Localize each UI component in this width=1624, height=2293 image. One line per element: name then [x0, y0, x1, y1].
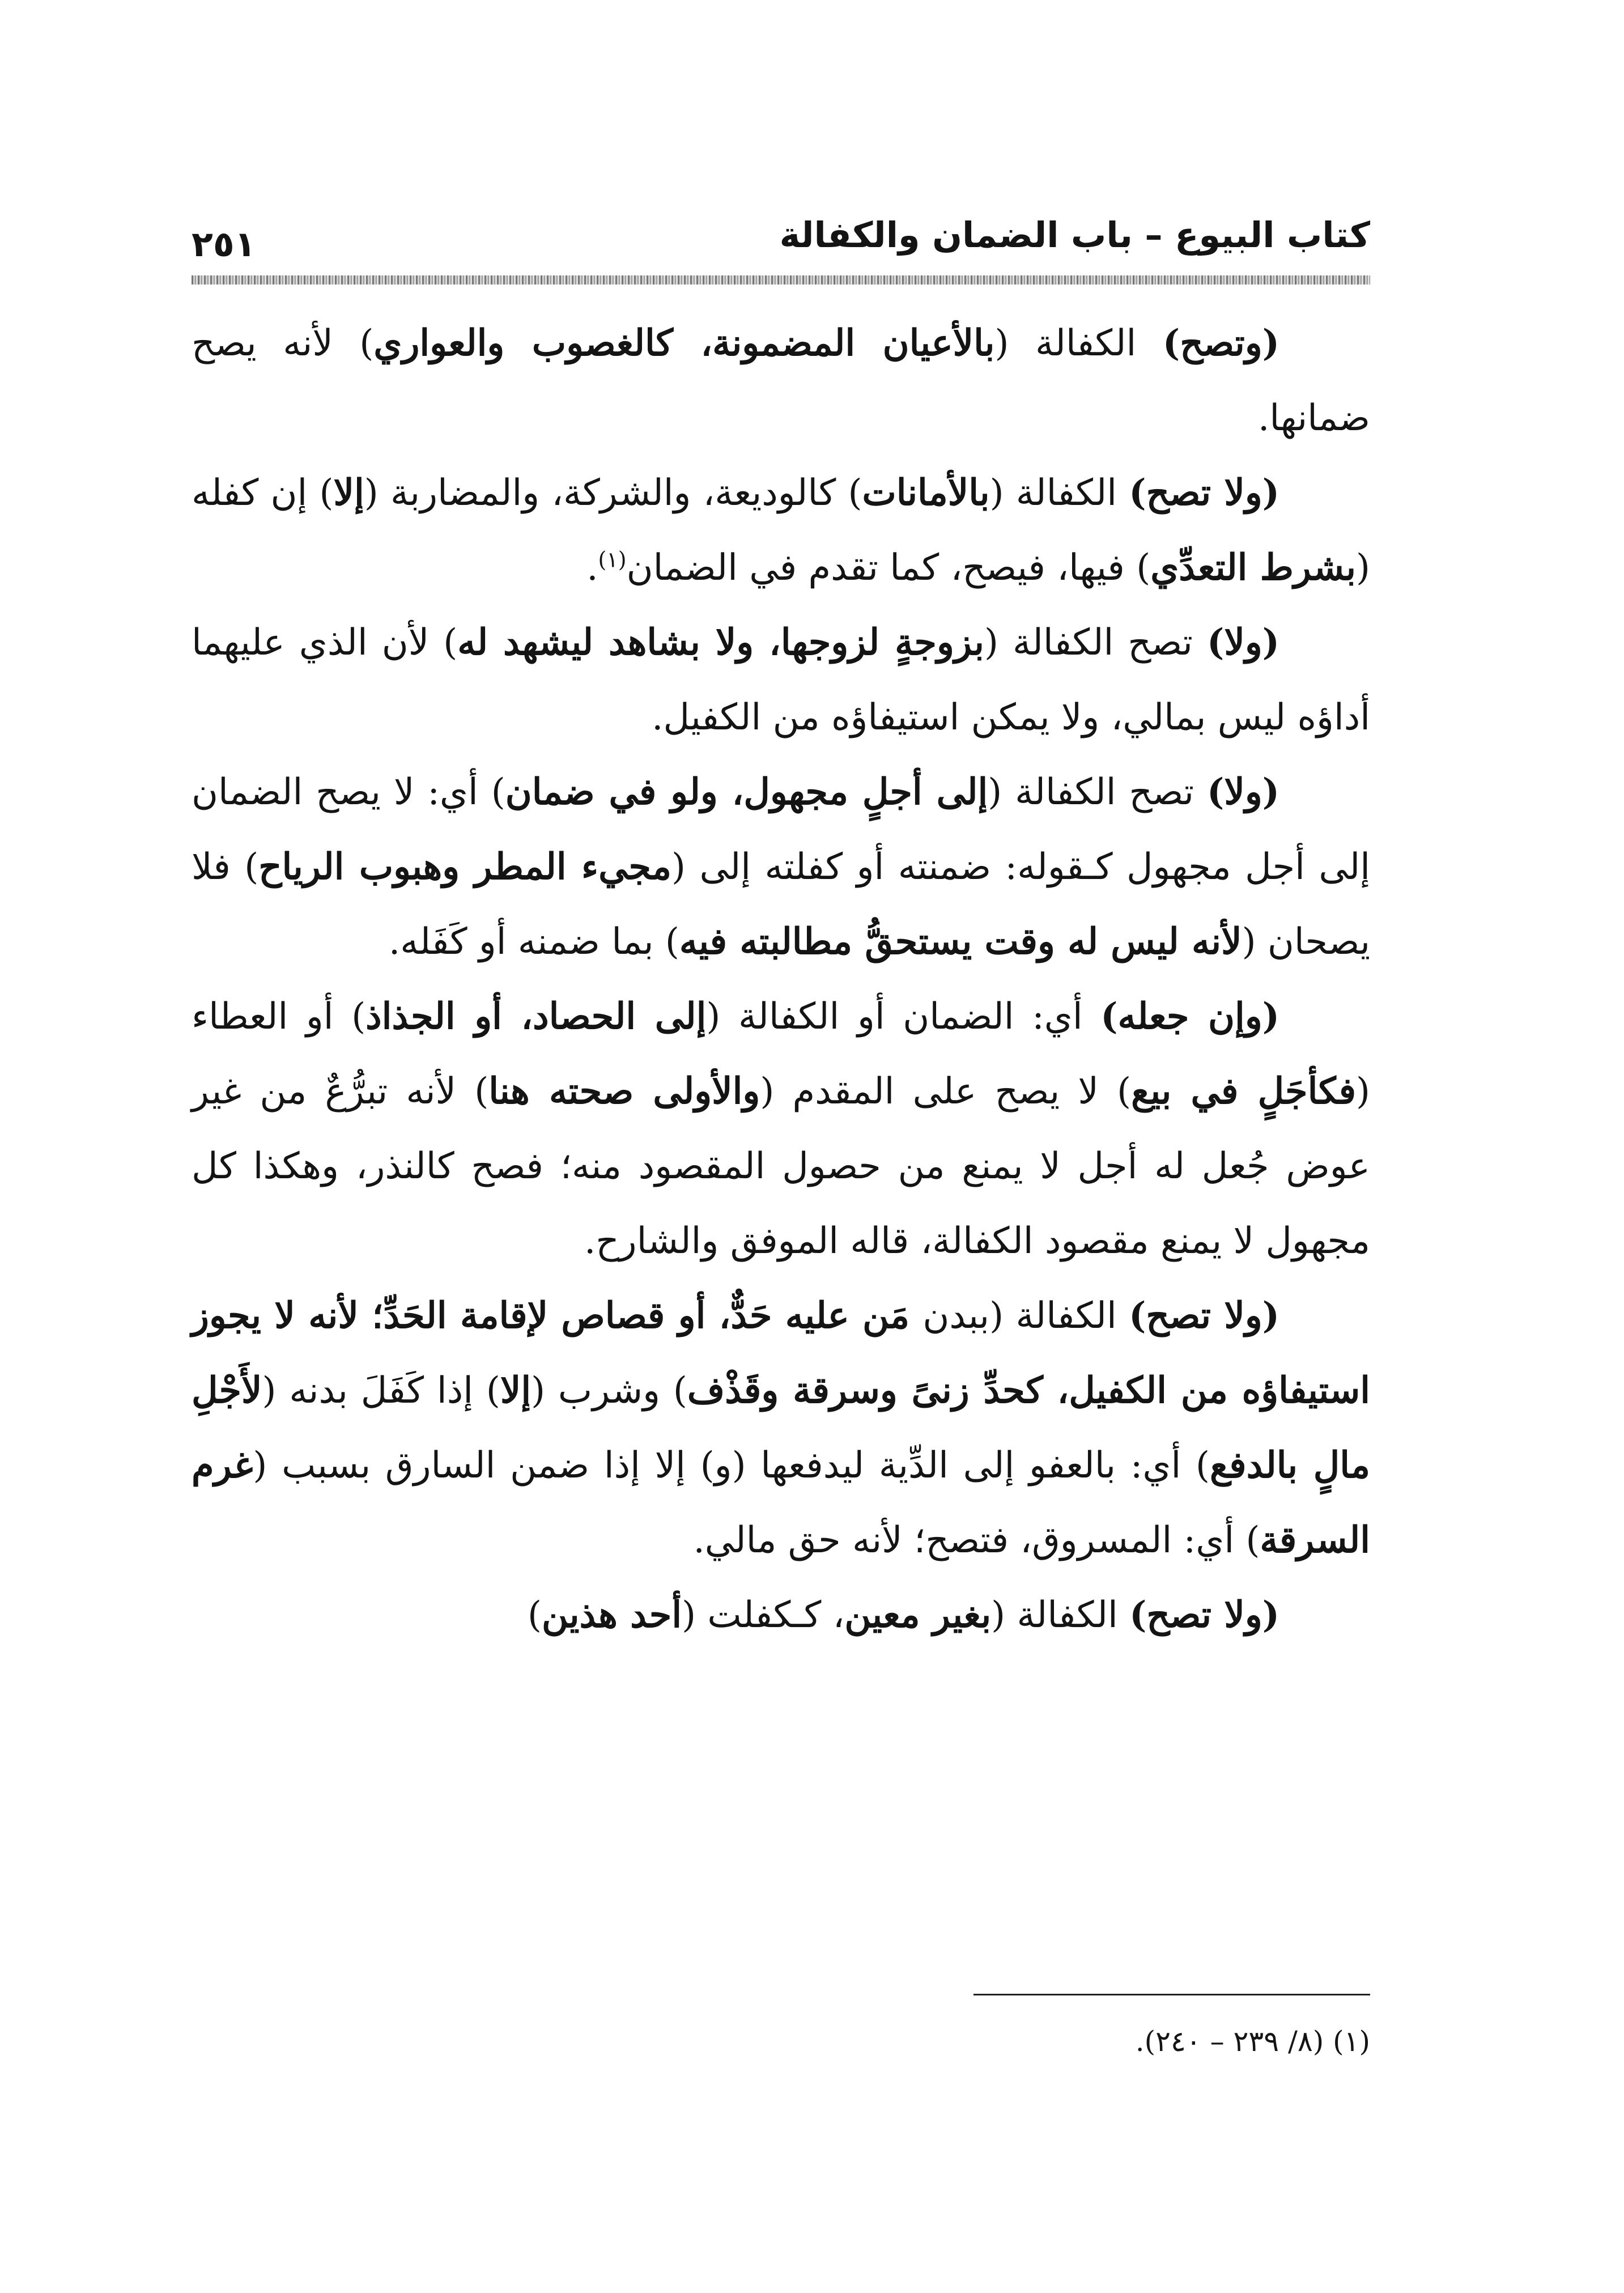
- body-text-run: أي: الضمان أو الكفالة (: [706, 996, 1101, 1038]
- emphasized-text: والأولى صحته هنا: [488, 1070, 760, 1112]
- emphasized-text: لأنه ليس له وقت يستحقُّ مطالبته فيه: [679, 920, 1242, 963]
- body-text-run: تصح الكفالة (: [988, 771, 1208, 813]
- body-text-run: ببدن: [922, 1295, 990, 1337]
- footnote-marker: (١): [598, 547, 627, 572]
- emphasized-text: (ولا): [1207, 621, 1280, 664]
- paragraph: [192, 605, 1370, 755]
- body-text-run: ) أو العطاء (: [192, 996, 1371, 1112]
- header-divider: [192, 275, 1370, 284]
- emphasized-text: (ولا): [1207, 771, 1279, 813]
- body-text-run: تصح الكفالة (: [984, 622, 1208, 664]
- paragraph: [192, 306, 1370, 456]
- body-text-run: ) إن كفله (: [192, 472, 1370, 589]
- body-text-run: ) أي: لا يصح الضمان إلى أجل مجهول كـقوله: ضمنته أو كفلته إلى (: [192, 771, 1371, 888]
- footnote-separator: [973, 1994, 1370, 1995]
- emphasized-text: فكأجَلٍ في بيع: [1131, 1070, 1357, 1112]
- running-title: كتاب البيوع – باب الضمان والكفالة: [779, 214, 1370, 256]
- emphasized-text: بزوجةٍ لزوجها، ولا بشاهد ليشهد له: [457, 621, 984, 664]
- paragraph: [192, 1279, 1370, 1578]
- emphasized-text: بشرط التعدِّي: [1150, 546, 1357, 589]
- body-text-run: الكفالة (: [989, 1295, 1129, 1337]
- body-text-run: ) لأنه تبرُّعٌ من غير عوض جُعل له أجل لا يمنع من حصول المقصود منه؛ فصح كالنذر، وهكذا كل مجهول لا يمنع مقصود الكفالة، قاله الموفق والشارح.: [192, 1071, 1370, 1262]
- body-text-run: الكفالة (: [989, 472, 1129, 514]
- body-text-run: الكفالة (: [994, 322, 1163, 364]
- emphasized-text: (ولا تصح): [1129, 1294, 1280, 1337]
- emphasized-text: إلى الحصاد، أو الجذاذ: [365, 995, 707, 1038]
- paragraph: [192, 755, 1370, 979]
- book-page: [192, 170, 1370, 2097]
- body-text-run: ) أي: المسروق، فتصح؛ لأنه حق مالي.: [693, 1519, 1260, 1561]
- body-text-run: ) وشرب (: [531, 1370, 687, 1412]
- emphasized-text: إلا: [333, 472, 364, 514]
- body-text-run: ، كـكفلت (: [682, 1594, 845, 1636]
- paragraph: [192, 456, 1370, 605]
- body-text-run: الكفالة (: [991, 1594, 1130, 1636]
- paragraph: [192, 979, 1370, 1279]
- emphasized-text: غرم السرقة: [192, 1444, 1370, 1561]
- body-text-run: ): [528, 1594, 542, 1636]
- body-text-run: ) فلا يصحان (: [192, 846, 1370, 963]
- emphasized-text: (وإن جعله): [1100, 995, 1280, 1038]
- body-text-run: ) بما ضمنه أو كَفَله.: [388, 921, 679, 963]
- emphasized-text: إلى أجلٍ مجهول، ولو في ضمان: [505, 771, 988, 813]
- emphasized-text: مَن عليه حَدٌّ، أو قصاص لإقامة الحَدِّ؛ لأنه لا يجوز استيفاؤه من الكفيل، كحدِّ زنىً وسرقة وقَذْف: [192, 1294, 1371, 1412]
- body-text: [192, 306, 1370, 1653]
- body-text-run: .: [586, 547, 598, 589]
- emphasized-text: بالأعيان المضمونة، كالغصوب والعواري: [373, 322, 995, 364]
- page-header: [192, 210, 1370, 278]
- emphasized-text: مجيء المطر وهبوب الرياح: [258, 846, 672, 888]
- emphasized-text: بالأمانات: [862, 472, 990, 514]
- emphasized-text: بغير معين: [844, 1594, 992, 1636]
- emphasized-text: (ولا تصح): [1129, 472, 1280, 514]
- emphasized-text: لأَجْلِ مالٍ بالدفع: [192, 1369, 1371, 1487]
- emphasized-text: (وتصح): [1162, 322, 1280, 364]
- body-text-run: ) لأن الذي عليهما أداؤه ليس بمالي، ولا يمكن استيفاؤه من الكفيل.: [192, 622, 1370, 738]
- emphasized-text: أحد هذين: [542, 1594, 682, 1636]
- page-number: ٢٥١: [192, 223, 256, 265]
- body-text-run: ) إذا كَفَلَ بدنه (: [262, 1370, 500, 1412]
- body-text-run: ) لا يصح على المقدم (: [760, 1071, 1132, 1112]
- body-text-run: ) كالوديعة، والشركة، والمضاربة (: [364, 472, 862, 514]
- emphasized-text: إلا: [500, 1369, 532, 1412]
- body-text-run: ) فيها، فيصح، كما تقدم في الضمان: [626, 547, 1151, 589]
- body-text-run: ) لأنه يصح ضمانها.: [192, 322, 1370, 439]
- paragraph: [192, 1578, 1370, 1653]
- emphasized-text: (ولا تصح): [1129, 1594, 1279, 1636]
- footnote: (١) (٨/ ٢٣٩ – ٢٤٠).: [1135, 2025, 1370, 2058]
- body-text-run: ) أي: بالعفو إلى الدِّية ليدفعها (و) إلا إذا ضمن السارق بسبب (: [253, 1445, 1210, 1487]
